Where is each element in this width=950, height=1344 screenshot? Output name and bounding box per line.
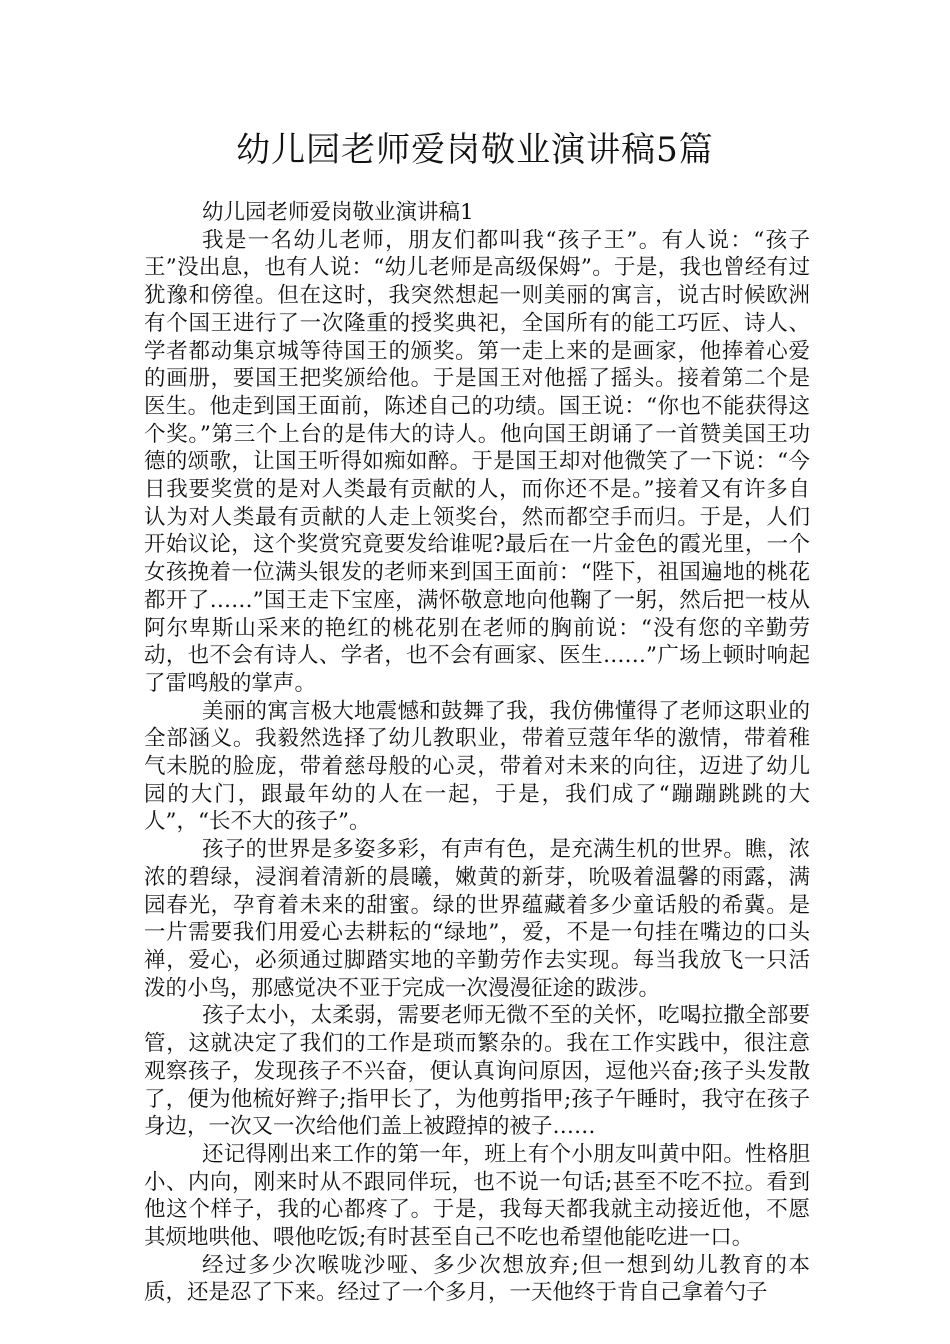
document-title: 幼儿园老师爱岗敬业演讲稿5篇 [236,130,714,170]
paragraph: 孩子的世界是多姿多彩，有声有色，是充满生机的世界。瞧，浓浓的碧绿，浸润着清新的晨曦，嫩黄的新芽，吮吸着温馨的雨露，满园春光，孕育着未来的甜蜜。绿的世界蕴藏着多少童话般的希冀。是一片需要我们用爱心去耕耘的“绿地”，爱，不是一句挂在嘴边的口头禅，爱心，必须通过脚踏实地的辛勤劳作去实现。每当我放飞一只活泼的小鸟，那感觉决不亚于完成一次漫漫征途的跋涉。 [144,837,810,1001]
paragraph: 美丽的寓言极大地震憾和鼓舞了我，我仿佛懂得了老师这职业的全部涵义。我毅然选择了幼儿教职业，带着豆蔻年华的激情，带着稚气未脱的脸庞，带着慈母般的心灵，带着对未来的向往，迈进了幼儿园的大门，跟最年幼的人在一起，于是，我们成了“蹦蹦跳跳的大人”，“长不大的孩子”。 [144,698,810,835]
document-body [144,199,810,1307]
paragraph: 还记得刚出来工作的第一年，班上有个小朋友叫黄中阳。性格胆小、内向，刚来时从不跟同伴玩，也不说一句话;甚至不吃不拉。看到他这个样子，我的心都疼了。于是，我每天都我就主动接近他，不愿其烦地哄他、喂他吃饭;有时甚至自己不吃也希望他能吃进一口。 [144,1141,810,1251]
section-heading: 幼儿园老师爱岗敬业演讲稿1 [202,200,474,225]
paragraph: 孩子太小，太柔弱，需要老师无微不至的关怀，吃喝拉撒全部要管，这就决定了我们的工作是琐而繁杂的。我在工作实践中，很注意观察孩子，发现孩子不兴奋，便认真询问原因，逗他兴奋;孩子头发散了，便为他梳好辫子;指甲长了，为他剪指甲;孩子午睡时，我守在孩子身边，一次又一次给他们盖上被蹬掉的被子…… [144,1003,810,1140]
paragraph: 经过多少次喉咙沙哑、多少次想放弃;但一想到幼儿教育的本质，还是忍了下来。经过了一个多月，一天他终于肯自己拿着勺子 [144,1252,810,1306]
paragraph: 我是一名幼儿老师，朋友们都叫我“孩子王”。有人说：“孩子王”没出息，也有人说：“幼儿老师是高级保姆”。于是，我也曾经有过犹豫和傍徨。但在这时，我突然想起一则美丽的寓言，说古时候欧洲有个国王进行了一次隆重的授奖典祀，全国所有的能工巧匠、诗人、学者都动集京城等待国王的颁奖。第一走上来的是画家，他捧着心爱的画册，要国王把奖颁给他。于是国王对他摇了摇头。接着第二个是医生。他走到国王面前，陈述自己的功绩。国王说：“你也不能获得这个奖。”第三个上台的是伟大的诗人。他向国王朗诵了一首赞美国王功德的颂歌，让国王听得如痴如醉。于是国王却对他微笑了一下说：“今日我要奖赏的是对人类最有贡献的人，而你还不是。”接着又有许多自认为对人类最有贡献的人走上领奖台，然而都空手而归。于是，人们开始议论，这个奖赏究竟要发给谁呢?最后在一片金色的霞光里，一个女孩挽着一位满头银发的老师来到国王面前：“陛下，祖国遍地的桃花都开了……”国王走下宝座，满怀敬意地向他鞠了一躬，然后把一枝从阿尔卑斯山采来的艳红的桃花别在老师的胸前说：“没有您的辛勤劳动，也不会有诗人、学者，也不会有画家、医生……”广场上顿时响起了雷鸣般的掌声。 [144,227,810,696]
